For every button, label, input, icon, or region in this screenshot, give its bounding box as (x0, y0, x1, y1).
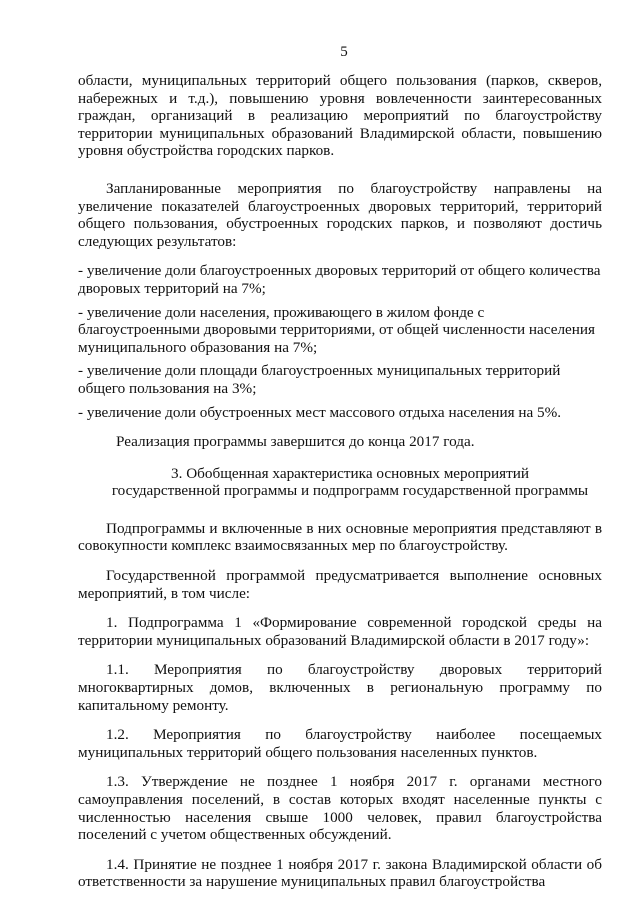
paragraph-subprogram-1: 1. Подпрограмма 1 «Формирование современной городской среды на территории муниципальных образований Владимирской области в 2017 году»: (78, 614, 602, 649)
result-item-yards: - увеличение доли благоустроенных дворовых территорий от общего количества дворовых территорий на 7%; (78, 262, 601, 297)
paragraph-item-1-1: 1.1. Мероприятия по благоустройству дворовых территорий многоквартирных домов, включенных в региональную программу по капитальному ремонту. (78, 661, 602, 714)
section-heading-line-1: 3. Обобщенная характеристика основных мероприятий (171, 464, 529, 482)
result-item-population: - увеличение доли населения, проживающего в жилом фонде с благоустроенными дворовыми территориями, от общей численности населения муниципального образования на 7%; (78, 303, 596, 356)
paragraph-subprograms: Подпрограммы и включенные в них основные мероприятия представляют в совокупности комплекс взаимосвязанных мер по благоустройству. (78, 519, 602, 555)
result-item-recreation-places: - увеличение доли обустроенных мест массового отдыха населения на 5%. (78, 403, 562, 421)
section-heading (78, 465, 602, 500)
paragraph-item-1-3: 1.3. Утверждение не позднее 1 ноября 2017 г. органами местного самоуправления поселений, в состав которых входят населенные пункты с численностью населения свыше 1000 человек, правил благоустройства поселений с учетом общественных обсуждений. (78, 773, 602, 844)
paragraph-item-1-4: 1.4. Принятие не позднее 1 ноября 2017 г. закона Владимирской области об ответственности за нарушение муниципальных правил благоустройства (78, 855, 602, 891)
result-item-public-areas: - увеличение доли площади благоустроенных муниципальных территорий общего пользования на 3%; (78, 362, 561, 397)
paragraph-program-end: Реализация программы завершится до конца 2017 года. (116, 433, 475, 451)
page-number: 5 (340, 44, 348, 60)
paragraph-goals-continued: области, муниципальных территорий общего пользования (парков, скверов, набережных и т.д.), повышению уровня вовлеченности заинтересованных граждан, организаций в реализацию мероприятий по благоустройству территории муниципальных образований Владимирской области, повышению уровня обустройства городских парков. (78, 72, 602, 160)
paragraph-item-1-2: 1.2. Мероприятия по благоустройству наиболее посещаемых муниципальных территорий общего пользования населенных пунктов. (78, 726, 602, 761)
paragraph-main-activities: Государственной программой предусматривается выполнение основных мероприятий, в том числе: (78, 567, 602, 602)
paragraph-planned-measures: Запланированные мероприятия по благоустройству направлены на увеличение показателей благоустроенных дворовых территорий, территорий общего пользования, обустроенных городских парков, и позволяют достичь следующих результатов: (78, 179, 602, 250)
section-heading-line-2: государственной программы и подпрограмм государственной программы (111, 482, 589, 500)
